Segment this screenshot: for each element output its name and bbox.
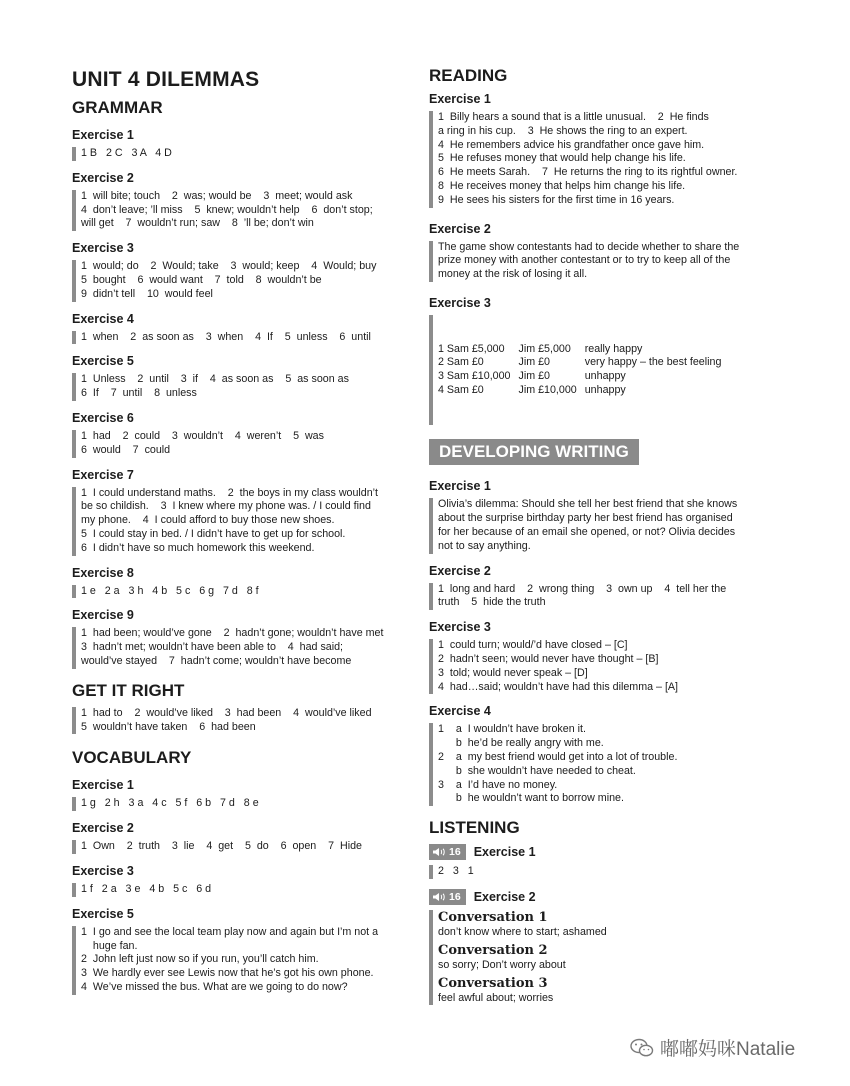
exercise-answers xyxy=(72,797,402,811)
answer-line: 6 would 7 could xyxy=(81,443,171,456)
answer-line: 4 don’t leave; ’ll miss 5 knew; wouldn’t help 6 don’t stop; xyxy=(81,203,373,216)
grammar-exercise xyxy=(72,566,402,599)
answer-line: my phone. 4 I could afford to buy those new shoes. xyxy=(81,514,335,527)
answer-line: The game show contestants had to decide whether to share the xyxy=(438,240,740,253)
answer-line: be so childish. 3 I knew where my phone was. / I could find xyxy=(81,500,371,513)
answer-line: 4 We’ve missed the bus. What are we going to do now? xyxy=(81,980,348,993)
grammar-exercise xyxy=(72,241,402,301)
vocabulary-exercise xyxy=(72,864,402,897)
answer-line: 1 a I wouldn’t have broken it. xyxy=(438,723,586,736)
reading-ex3-answers xyxy=(429,315,769,425)
answer-line: not to say anything. xyxy=(438,539,531,552)
audio-track-number: 16 xyxy=(449,890,461,903)
listening-ex1-title: Exercise 1 xyxy=(473,845,536,860)
writing-exercise xyxy=(429,620,769,694)
answer-line: for her because of an email she opened, or not? Olivia decides xyxy=(438,525,736,538)
right-column xyxy=(429,62,769,1005)
exercise-title: Exercise 5 xyxy=(72,906,134,921)
table-cell: 2 Sam £0 xyxy=(438,356,484,369)
answer-line: 3 hadn’t met; wouldn’t have been able to 4 had said; xyxy=(81,641,344,654)
answer-line: 9 didn’t tell 10 would feel xyxy=(81,287,213,300)
exercise-title: Exercise 1 xyxy=(72,778,134,793)
exercise-answers xyxy=(429,583,769,611)
answer-line: 6 I didn’t have so much homework this weekend. xyxy=(81,541,315,554)
answer-line: 1 will bite; touch 2 was; would be 3 meet; would ask xyxy=(81,189,353,202)
answer-line: would’ve stayed 7 hadn’t come; wouldn’t have become xyxy=(81,654,352,667)
get-it-right-heading: GET IT RIGHT xyxy=(72,680,185,700)
grammar-exercises xyxy=(72,128,402,669)
answer-line: 1 would; do 2 Would; take 3 would; keep 4 Would; buy xyxy=(81,260,377,273)
answer-line: b he wouldn’t want to borrow mine. xyxy=(438,792,624,805)
answer-line: 1 could turn; would/’d have closed – [C] xyxy=(438,639,628,652)
answer-line: 1 g 2 h 3 a 4 c 5 f 6 b 7 d 8 e xyxy=(81,797,259,810)
grammar-exercise xyxy=(72,128,402,161)
vocabulary-heading: VOCABULARY xyxy=(72,748,192,768)
reading-ex3-title: Exercise 3 xyxy=(429,295,491,310)
answer-line: will get 7 wouldn’t run; saw 8 ’ll be; don’t win xyxy=(81,217,314,230)
exercise-title: Exercise 4 xyxy=(429,704,491,719)
answer-line: 1 Unless 2 until 3 if 4 as soon as 5 as soon as xyxy=(81,373,349,386)
vocabulary-exercise xyxy=(72,778,402,811)
reading-ex2-answers xyxy=(429,241,769,282)
speaker-icon xyxy=(432,847,446,857)
answer-line: 1 I go and see the local team play now and again but I’m not a xyxy=(81,925,379,938)
developing-writing-banner: DEVELOPING WRITING xyxy=(429,439,639,465)
exercise-title: Exercise 8 xyxy=(72,565,134,580)
exercise-title: Exercise 3 xyxy=(429,620,491,635)
exercise-answers xyxy=(72,883,402,897)
answer-line: 5 He refuses money that would help change his life. xyxy=(438,152,686,165)
answer-line: a ring in his cup. 3 He shows the ring to an expert. xyxy=(438,124,688,137)
table-cell: 3 Sam £10,000 xyxy=(438,370,511,383)
speaker-icon xyxy=(432,892,446,902)
wechat-icon xyxy=(630,1038,654,1058)
answer-line: 3 told; would never speak – [D] xyxy=(438,666,588,679)
exercise-answers xyxy=(72,840,402,854)
answer-line: 3 We hardly ever see Lewis now that he’s got his own phone. xyxy=(81,967,374,980)
vocabulary-exercise xyxy=(72,907,402,995)
conversation-answer: feel awful about; worries xyxy=(438,991,554,1004)
conversation-title: Conversation 1 xyxy=(438,909,548,925)
table-cell: 4 Sam £0 xyxy=(438,383,484,396)
reading-ex1-title: Exercise 1 xyxy=(429,92,491,106)
exercise-answers xyxy=(72,373,402,401)
exercise-title: Exercise 1 xyxy=(429,479,491,494)
grammar-exercise xyxy=(72,354,402,401)
table-row xyxy=(438,356,729,370)
table-cell: 1 Sam £5,000 xyxy=(438,342,505,355)
answer-line: 1 Billy hears a sound that is a little unusual. 2 He finds xyxy=(438,111,709,123)
answer-line: 5 bought 6 would want 7 told 8 wouldn’t be xyxy=(81,273,322,286)
table-row xyxy=(438,343,729,357)
grammar-heading: GRAMMAR xyxy=(72,98,163,117)
answer-line: 1 had 2 could 3 wouldn’t 4 weren’t 5 was xyxy=(81,429,324,442)
left-column xyxy=(72,62,402,999)
answer-line: truth 5 hide the truth xyxy=(438,596,546,609)
exercise-answers xyxy=(429,723,769,806)
answer-line: money at the risk of losing it all. xyxy=(438,268,588,281)
listening-ex2-header xyxy=(429,889,769,905)
table-cell: Jim £0 xyxy=(518,356,550,369)
answer-line: 6 He meets Sarah. 7 He returns the ring to its rightful owner. xyxy=(438,166,738,179)
writing-exercise xyxy=(429,564,769,611)
table-cell: very happy – the best feeling xyxy=(584,356,722,369)
listening-ex1-answers xyxy=(429,865,769,879)
exercise-title: Exercise 4 xyxy=(72,311,134,326)
answer-line: 1 I could understand maths. 2 the boys in my class wouldn’t xyxy=(81,486,379,499)
answer-line: b she wouldn’t have needed to cheat. xyxy=(438,764,636,777)
writing-exercise xyxy=(429,704,769,806)
answer-line: 2 a my best friend would get into a lot of trouble. xyxy=(438,750,678,763)
exercise-title: Exercise 6 xyxy=(72,410,134,425)
answer-line: 4 He remembers advice his grandfather once gave him. xyxy=(438,138,705,151)
exercise-answers xyxy=(72,585,402,599)
reading-ex2-title: Exercise 2 xyxy=(429,221,491,236)
table-cell: unhappy xyxy=(584,370,626,383)
answer-line: 8 He receives money that helps him change his life. xyxy=(438,179,686,192)
answer-line: huge fan. xyxy=(81,939,138,952)
get-it-right-answers xyxy=(72,707,402,735)
answer-line: Olivia’s dilemma: Should she tell her best friend that she knows xyxy=(438,498,738,511)
conversation-answer: so sorry; Don’t worry about xyxy=(438,958,566,971)
table-cell: really happy xyxy=(584,342,643,355)
writing-exercise xyxy=(429,479,769,553)
vocabulary-exercise xyxy=(72,821,402,854)
audio-track-number: 16 xyxy=(449,846,461,859)
exercise-title: Exercise 7 xyxy=(72,467,134,482)
exercise-title: Exercise 9 xyxy=(72,608,134,623)
reading-heading: READING xyxy=(429,66,508,85)
answer-line: 1 f 2 a 3 e 4 b 5 c 6 d xyxy=(81,882,212,895)
conversation-title: Conversation 3 xyxy=(438,975,548,991)
exercise-answers xyxy=(72,926,402,995)
exercise-title: Exercise 2 xyxy=(429,563,491,578)
exercise-answers xyxy=(72,190,402,231)
answer-line: 1 had been; would’ve gone 2 hadn’t gone; wouldn’t have met xyxy=(81,627,384,640)
answer-line: 1 when 2 as soon as 3 when 4 If 5 unless 6 until xyxy=(81,330,371,343)
exercise-title: Exercise 5 xyxy=(72,354,134,369)
table-cell: unhappy xyxy=(584,383,626,396)
developing-writing-exercises xyxy=(429,479,769,806)
vocabulary-exercises xyxy=(72,778,402,994)
table-cell: Jim £10,000 xyxy=(518,383,577,396)
grammar-exercise xyxy=(72,171,402,231)
exercise-answers xyxy=(72,487,402,556)
listening-ex2-title: Exercise 2 xyxy=(473,889,536,904)
exercise-answers xyxy=(72,627,402,668)
answer-line: 2 hadn’t seen; would never have thought – [B] xyxy=(438,652,659,665)
exercise-answers xyxy=(72,331,402,345)
exercise-title: Exercise 2 xyxy=(72,170,134,185)
exercise-title: Exercise 3 xyxy=(72,241,134,256)
reading-ex3-table xyxy=(438,343,729,398)
listening-ex2-answers xyxy=(429,910,769,1005)
table-row xyxy=(438,370,729,384)
exercise-answers xyxy=(72,430,402,458)
exercise-title: Exercise 1 xyxy=(72,128,134,142)
answer-line: 2 3 1 xyxy=(438,865,474,878)
exercise-title: Exercise 2 xyxy=(72,821,134,836)
answer-line: 6 If 7 until 8 unless xyxy=(81,387,197,400)
watermark-text: 嘟嘟妈咪Natalie xyxy=(660,1039,796,1060)
exercise-title: Exercise 3 xyxy=(72,863,134,878)
grammar-exercise xyxy=(72,411,402,458)
grammar-exercise xyxy=(72,312,402,345)
answer-line: 1 e 2 a 3 h 4 b 5 c 6 g 7 d 8 f xyxy=(81,584,259,597)
answer-line: 1 Own 2 truth 3 lie 4 get 5 do 6 open 7 Hide xyxy=(81,840,362,853)
conversation-title: Conversation 2 xyxy=(438,942,548,958)
answer-line: about the surprise birthday party her best friend has organised xyxy=(438,512,733,525)
answer-line: 5 wouldn’t have taken 6 had been xyxy=(81,720,256,733)
exercise-answers xyxy=(429,639,769,694)
audio-track-badge xyxy=(429,889,466,905)
table-row xyxy=(438,384,729,398)
listening-heading: LISTENING xyxy=(429,818,520,838)
answer-line: 5 I could stay in bed. / I didn’t have to get up for school. xyxy=(81,527,346,540)
answer-line: 4 had…said; wouldn’t have had this dilemma – [A] xyxy=(438,680,679,693)
answer-line: 1 B 2 C 3 A 4 D xyxy=(81,147,172,159)
exercise-answers xyxy=(72,147,402,161)
exercise-answers xyxy=(429,498,769,553)
exercise-answers xyxy=(72,260,402,301)
watermark xyxy=(630,1034,795,1061)
conversation-answer: don’t know where to start; ashamed xyxy=(438,925,607,938)
listening-ex1-header xyxy=(429,844,769,860)
grammar-exercise xyxy=(72,468,402,556)
answer-line: 2 John left just now so if you run, you’ll catch him. xyxy=(81,953,319,966)
table-cell: Jim £5,000 xyxy=(518,342,571,355)
grammar-exercise xyxy=(72,608,402,668)
unit-title: UNIT 4 DILEMMAS xyxy=(72,68,260,91)
table-cell: Jim £0 xyxy=(518,370,550,383)
answer-line: b he’d be really angry with me. xyxy=(438,737,604,750)
answer-line: 9 He sees his sisters for the first time in 16 years. xyxy=(438,193,675,206)
answer-line: 3 a I’d have no money. xyxy=(438,778,558,791)
answer-line: prize money with another contestant or to try to keep all of the xyxy=(438,254,731,267)
audio-track-badge xyxy=(429,844,466,860)
answer-line: 1 had to 2 would’ve liked 3 had been 4 would’ve liked xyxy=(81,706,372,719)
answer-line: 1 long and hard 2 wrong thing 3 own up 4 tell her the xyxy=(438,582,727,595)
reading-ex1-answers xyxy=(429,111,769,208)
